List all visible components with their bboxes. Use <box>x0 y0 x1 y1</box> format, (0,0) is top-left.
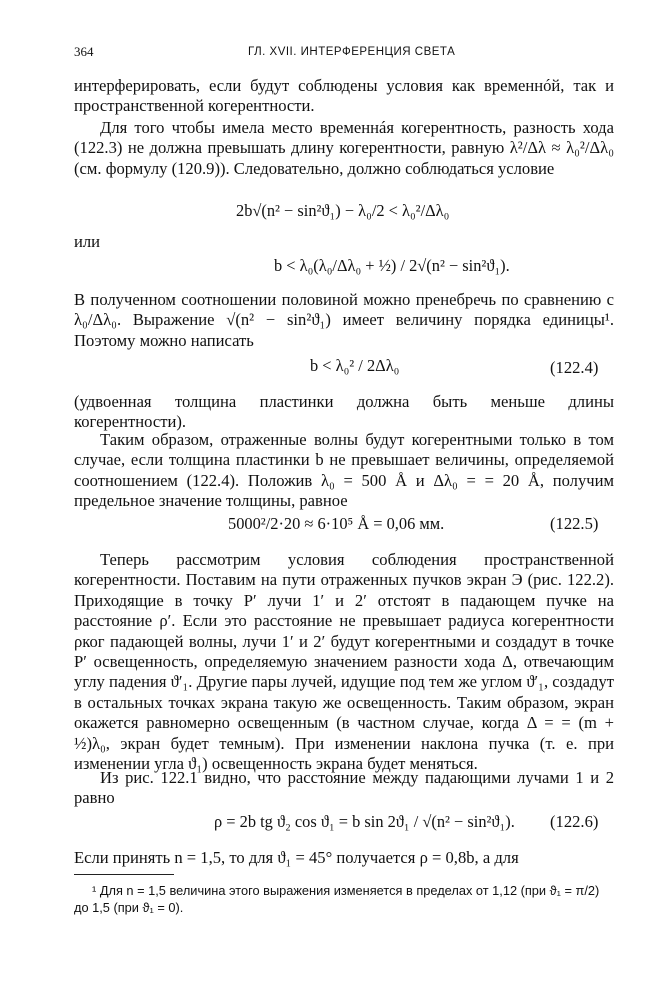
formula-thickness-bound: b < λ₀(λ₀/Δλ₀ + ½) / 2√(n² − sin²ϑ₁). <box>274 256 510 275</box>
formula-122-5: 5000²/2·20 ≈ 6·10⁵ Å = 0,06 мм. <box>228 514 445 533</box>
running-head: ГЛ. XVII. ИНТЕРФЕРЕНЦИЯ СВЕТА <box>248 46 456 58</box>
equation-number-122-4: (122.4) <box>550 358 599 377</box>
page-number: 364 <box>74 44 94 59</box>
footnote: ¹ Для n = 1,5 величина этого выражения изменяется в пределах от 1,12 (при ϑ₁ = π/2) до 1,5 (при ϑ₁ = 0). <box>74 883 600 915</box>
equation-number-122-6: (122.6) <box>550 812 599 831</box>
formula-122-6: ρ = 2b tg ϑ₂ cos ϑ₁ = b sin 2ϑ₁ / √(n² − sin²ϑ₁). <box>214 812 515 831</box>
paragraph-6: Теперь рассмотрим условия соблюдения пространственной когерентности. Поставим на пути отраженных пучков экран Э (рис. 122.2). Приходящие в точку P′ лучи 1′ и 2′ отстоят в падающем пучке на расстояние ρ′. Если это расстояние не превышает радиуса когерентности ρког падающей волны, лучи 1′ и 2′ будут когерентными и создадут в точке P′ освещенность, определяемую значением разности хода Δ, отвечающим углу падения ϑ′₁. Другие пары лучей, идущие под тем же углом ϑ′₁, создадут в остальных точках экрана такую же освещенность. Таким образом, экран окажется равномерно освещенным (в частном случае, когда Δ = = (m + ½)λ₀, экран будет темным). При изменении наклона пучка (т. е. при изменении угла ϑ₁) освещенность экрана будет меняться. <box>74 550 614 774</box>
paragraph-3: В полученном соотношении половиной можно пренебречь по сравнению с λ₀/Δλ₀. Выражение √(n² − sin²ϑ₁) имеет величину порядка единицы¹. Поэтому можно написать <box>74 290 614 350</box>
paragraph-4: (удвоенная толщина пластинки должна быть меньше длины когерентности). <box>74 392 614 432</box>
paragraph-1: интерферировать, если будут соблюдены условия как временнóй, так и пространственной когерентности. <box>74 76 614 116</box>
equation-number-122-5: (122.5) <box>550 514 599 533</box>
paragraph-5: Таким образом, отраженные волны будут когерентными только в том случае, если толщина пластинки b не превышает величины, определяемой соотношением (122.4). Положив λ₀ = 500 Å и Δλ₀ = = 20 Å, получим предельное значение толщины, равное <box>74 430 614 511</box>
paragraph-8: Если принять n = 1,5, то для ϑ₁ = 45° получается ρ = 0,8b, а для <box>74 848 519 867</box>
formula-122-4: b < λ₀² / 2Δλ₀ <box>310 356 400 375</box>
paragraph-2: Для того чтобы имела место временнáя когерентность, разность хода (122.3) не должна превышать длину когерентности, равную λ²/Δλ ≈ λ₀²/Δλ₀ (см. формулу (120.9)). Следовательно, должно соблюдаться условие <box>74 118 614 178</box>
footnote-divider <box>74 874 174 875</box>
word-ili: или <box>74 232 101 251</box>
formula-coherence-condition: 2b√(n² − sin²ϑ₁) − λ₀/2 < λ₀²/Δλ₀ <box>236 201 450 220</box>
paragraph-7: Из рис. 122.1 видно, что расстояние между падающими лучами 1 и 2 равно <box>74 768 614 808</box>
